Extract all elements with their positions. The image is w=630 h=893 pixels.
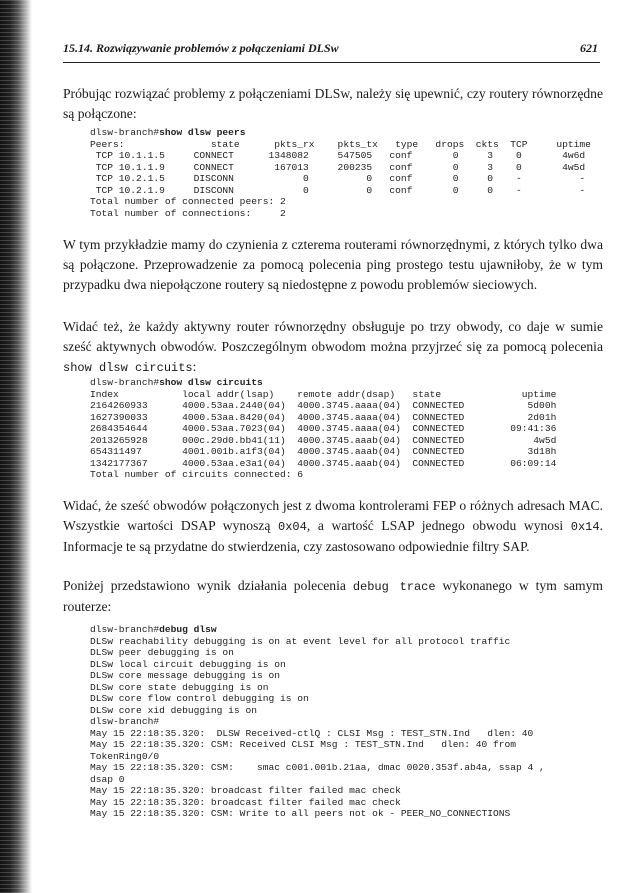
paragraph-text: , a wartość LSAP jednego obwodu wynosi <box>306 518 571 533</box>
code-line: May 15 22:18:35.320: CSM: smac c001.001b.21aa, dmac 0020.353f.ab4a, ssap 4 , <box>90 762 545 773</box>
paragraph-end: wykonanego w tym samym routerze: <box>63 578 603 614</box>
paragraph-text: Widać, że sześć obwodów połączonych jest z dwoma kontrolerami FEP o różnych adresach MAC. Wszystkie wartości DSAP wynoszą <box>63 498 603 533</box>
code-line: DLSw core state debugging is on <box>90 681 269 693</box>
cli-prompt: dlsw-branch# <box>90 127 160 138</box>
code-line: 1627390033 4000.53aa.8420(04) 4000.3745.aaaa(04) CONNECTED 2d01h <box>90 411 557 423</box>
code-line: May 15 22:18:35.320: CSM: Received CLSI Msg : TEST_STN.Ind dlen: 40 from <box>90 739 517 750</box>
code-line: TCP 10.2.1.9 DISCONN 0 0 conf 0 0 - - <box>90 184 586 196</box>
inline-code: 0x14 <box>570 520 600 534</box>
code-line: DLSw reachability debugging is on at event level for all protocol traffic <box>90 635 511 647</box>
running-title: 15.14. Rozwiązywanie problemów z połączeniami DLSw <box>63 41 339 55</box>
code-line: DLSw peer debugging is on <box>90 647 234 658</box>
code-line: TCP 10.2.1.5 DISCONN 0 0 conf 0 0 - - <box>90 173 586 184</box>
code-line: DLSw core xid debugging is on <box>90 704 257 716</box>
paragraph-peers-explanation: W tym przykładzie mamy do czynienia z czterema routerami równorzędnymi, z których tylko dwa są połączone. Przeprowadzenie za pomocą polecenia ping prostego testu ujawniłoby, że w tym przypadku dwa niepołączone routery są niedostępne z powodu problemów sieciowych. <box>63 237 603 292</box>
code-line: TCP 10.1.1.5 CONNECT 1348082 547505 conf 0 3 0 4w6d <box>90 150 586 161</box>
code-line: Total number of circuits connected: 6 <box>90 469 304 480</box>
inline-code: 0x04 <box>278 520 307 534</box>
code-line: DLSw core flow control debugging is on <box>90 693 309 704</box>
cli-command: show dlsw peers <box>159 127 246 138</box>
code-line: May 15 22:18:35.320: broadcast filter failed mac check <box>90 796 401 808</box>
code-line: 2684354644 4000.53aa.7023(04) 4000.3745.aaaa(04) CONNECTED 09:41:36 <box>90 423 557 434</box>
code-line: dsap 0 <box>90 773 125 785</box>
code-line-command <box>90 377 556 389</box>
page-header <box>63 40 600 63</box>
page-number: 621 <box>580 41 598 55</box>
inline-command: show dlsw circuits <box>63 361 193 375</box>
code-line: 654311497 4001.001b.a1f3(04) 4000.3745.aaab(04) CONNECTED 3d18h <box>90 446 557 457</box>
code-block-peers <box>90 127 591 219</box>
code-line: TokenRing0/0 <box>90 750 160 762</box>
paragraph-intro: Próbując rozwiązać problemy z połączeniami DLSw, należy się upewnić, czy routery równorzędne są połączone: <box>63 86 603 121</box>
inline-command: debug trace <box>352 580 436 594</box>
book-spine-texture <box>0 0 30 893</box>
paragraph-circuits-intro <box>63 317 603 378</box>
paragraph-text: . Informacje te są przydatne do stwierdzenia, czy zastosowano odpowiednie filtry SAP. <box>63 518 603 554</box>
code-line-header: Peers: state pkts_rx pkts_tx type drops ckts TCP uptime <box>90 138 591 150</box>
code-line: 2013265928 000c.29d0.bb41(11) 4000.3745.aaab(04) CONNECTED 4w5d <box>90 434 557 446</box>
code-line: Total number of connected peers: 2 <box>90 196 286 207</box>
code-block-debug <box>90 624 545 820</box>
code-line: DLSw local circuit debugging is on <box>90 658 286 670</box>
code-line: 2164260933 4000.53aa.2440(04) 4000.3745.aaaa(04) CONNECTED 5d00h <box>90 400 557 411</box>
code-line: Total number of connections: 2 <box>90 207 286 219</box>
paragraph-debug-intro <box>63 576 603 617</box>
cli-command: debug dlsw <box>159 624 217 635</box>
code-line-command <box>90 624 545 636</box>
code-line-header: Index local addr(lsap) remote addr(dsap) state uptime <box>90 388 557 400</box>
code-line: DLSw core message debugging is on <box>90 670 280 681</box>
code-line: 1342177367 4000.53aa.e3a1(04) 4000.3745.aaab(04) CONNECTED 06:09:14 <box>90 457 557 469</box>
code-line: May 15 22:18:35.320: broadcast filter failed mac check <box>90 785 401 796</box>
code-block-circuits <box>90 377 556 481</box>
cli-prompt: dlsw-branch# <box>90 377 160 388</box>
code-line: dlsw-branch# <box>90 716 160 727</box>
code-line: May 15 22:18:35.320: CSM: Write to all peers not ok - PEER_NO_CONNECTIONS <box>90 808 511 819</box>
paragraph-circuits-explanation <box>63 496 603 557</box>
paragraph-text: Widać też, że każdy aktywny router równorzędny obsługuje po trzy obwody, co daje w sumie sześć aktywnych obwodów. Poszczególnym obwodom można przyjrzeć się za pomocą polecenia <box>63 319 603 354</box>
code-line: May 15 22:18:35.320: DLSW Received-ctlQ : CLSI Msg : TEST_STN.Ind dlen: 40 <box>90 727 534 739</box>
cli-prompt: dlsw-branch# <box>90 624 160 635</box>
paragraph-text: Poniżej przedstawiono wynik działania polecenia <box>63 578 353 593</box>
code-line: TCP 10.1.1.9 CONNECT 167013 200235 conf 0 3 0 4w5d <box>90 161 586 173</box>
paragraph-end: : <box>192 359 197 374</box>
code-line-command <box>90 127 591 139</box>
cli-command: show dlsw circuits <box>159 377 263 388</box>
